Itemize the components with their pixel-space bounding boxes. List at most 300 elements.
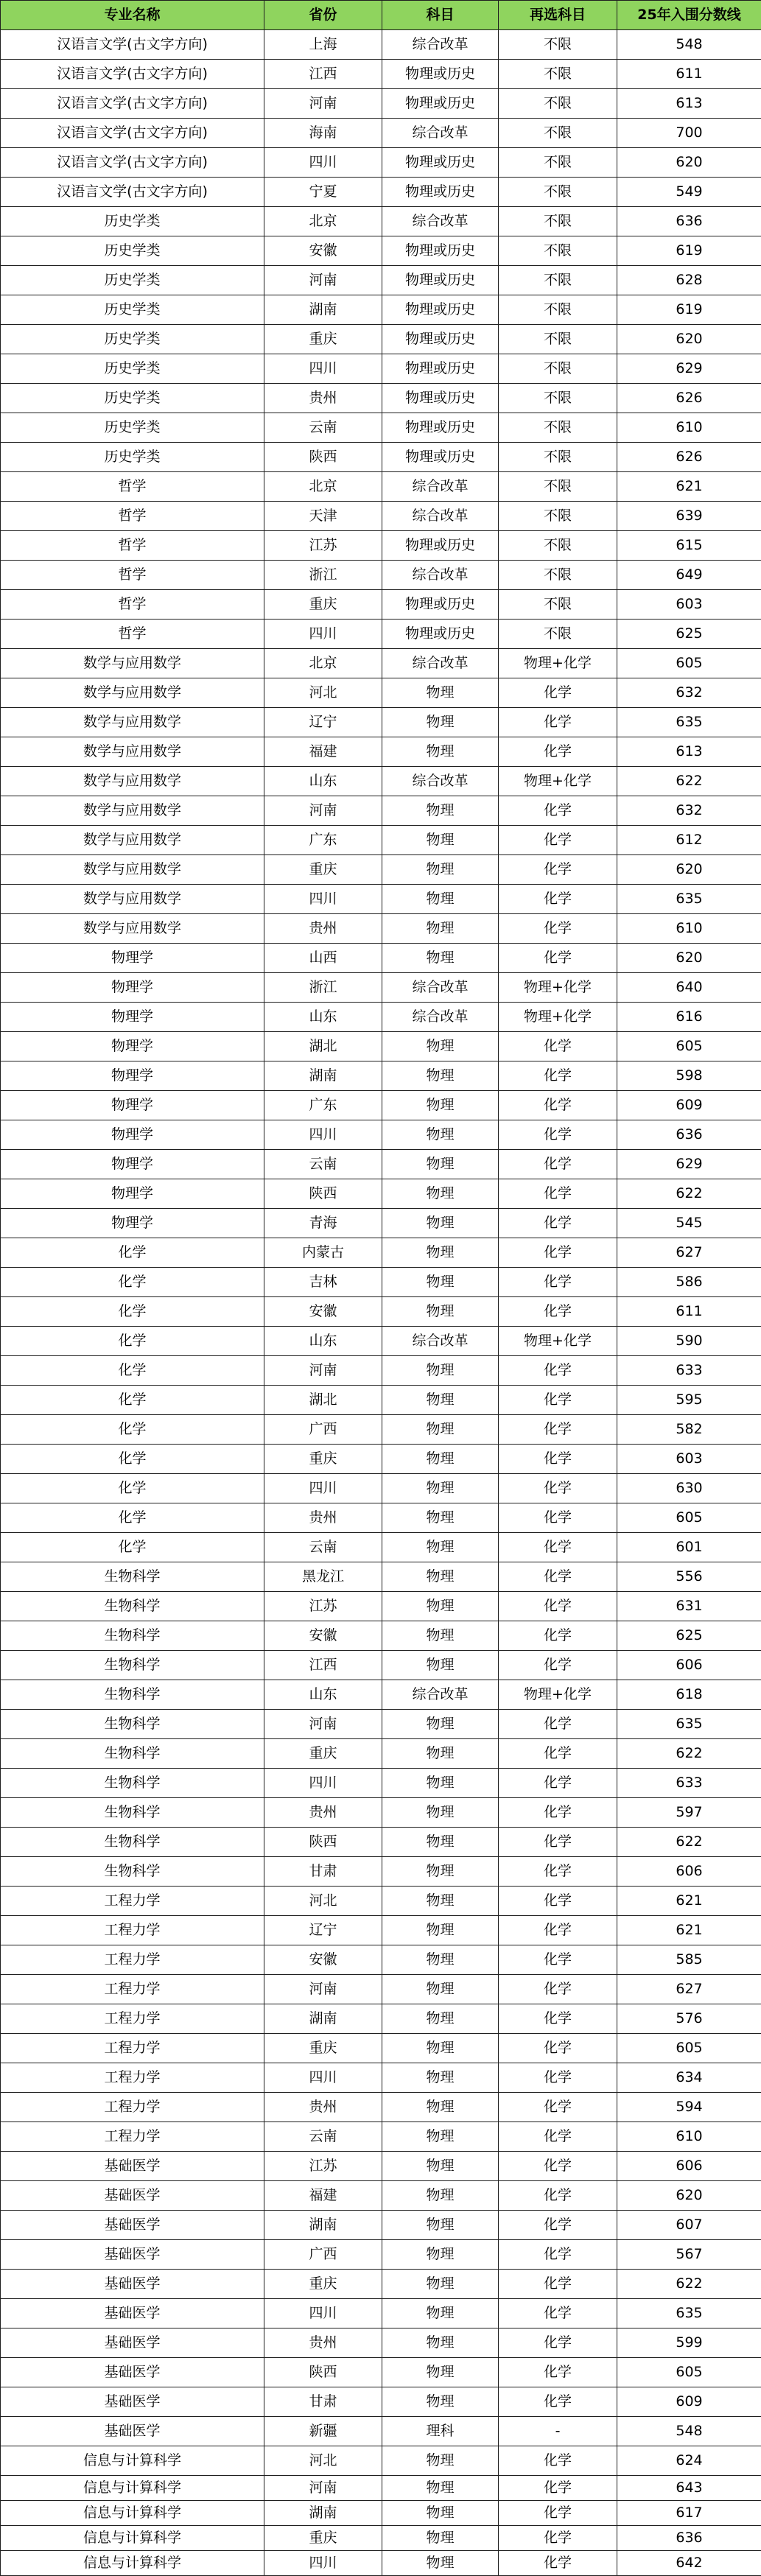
major-cell[interactable]: 汉语言文学(古文字方向) xyxy=(1,60,264,89)
subject-cell[interactable]: 物理 xyxy=(382,2004,499,2034)
major-cell[interactable]: 哲学 xyxy=(1,472,264,502)
subject-cell[interactable]: 综合改革 xyxy=(382,1680,499,1710)
elective-subject-cell[interactable]: 化学 xyxy=(499,855,617,885)
province-cell[interactable]: 河南 xyxy=(264,89,382,119)
province-cell[interactable]: 北京 xyxy=(264,649,382,678)
cutoff-score-cell[interactable]: 649 xyxy=(617,561,761,590)
province-cell[interactable]: 重庆 xyxy=(264,855,382,885)
cutoff-score-cell[interactable]: 607 xyxy=(617,2211,761,2240)
cutoff-score-cell[interactable]: 622 xyxy=(617,1828,761,1857)
cutoff-score-cell[interactable]: 612 xyxy=(617,826,761,855)
major-cell[interactable]: 数学与应用数学 xyxy=(1,855,264,885)
elective-subject-cell[interactable]: 化学 xyxy=(499,1445,617,1474)
elective-subject-cell[interactable]: 化学 xyxy=(499,914,617,944)
cutoff-score-cell[interactable]: 611 xyxy=(617,1297,761,1327)
elective-subject-cell[interactable]: 不限 xyxy=(499,207,617,236)
province-cell[interactable]: 湖南 xyxy=(264,2211,382,2240)
elective-subject-cell[interactable]: 化学 xyxy=(499,1592,617,1621)
province-cell[interactable]: 贵州 xyxy=(264,1503,382,1533)
province-cell[interactable]: 重庆 xyxy=(264,1739,382,1769)
cutoff-score-cell[interactable]: 636 xyxy=(617,1120,761,1150)
major-cell[interactable]: 化学 xyxy=(1,1415,264,1445)
cutoff-score-cell[interactable]: 621 xyxy=(617,1916,761,1945)
elective-subject-cell[interactable]: 化学 xyxy=(499,2152,617,2181)
major-cell[interactable]: 汉语言文学(古文字方向) xyxy=(1,89,264,119)
elective-subject-cell[interactable]: 化学 xyxy=(499,1356,617,1386)
major-cell[interactable]: 化学 xyxy=(1,1238,264,1268)
elective-subject-cell[interactable]: 化学 xyxy=(499,2299,617,2328)
cutoff-score-cell[interactable]: 635 xyxy=(617,1710,761,1739)
cutoff-score-cell[interactable]: 617 xyxy=(617,2501,761,2526)
province-cell[interactable]: 四川 xyxy=(264,2299,382,2328)
subject-cell[interactable]: 综合改革 xyxy=(382,649,499,678)
cutoff-score-cell[interactable]: 594 xyxy=(617,2093,761,2122)
province-cell[interactable]: 河南 xyxy=(264,1975,382,2004)
province-cell[interactable]: 江苏 xyxy=(264,531,382,561)
subject-cell[interactable]: 物理 xyxy=(382,2526,499,2551)
subject-cell[interactable]: 物理 xyxy=(382,2240,499,2270)
subject-cell[interactable]: 物理 xyxy=(382,1061,499,1091)
subject-cell[interactable]: 物理 xyxy=(382,1386,499,1415)
cutoff-score-cell[interactable]: 585 xyxy=(617,1945,761,1975)
province-cell[interactable]: 黑龙江 xyxy=(264,1562,382,1592)
elective-subject-cell[interactable]: 化学 xyxy=(499,1150,617,1179)
elective-subject-cell[interactable]: 化学 xyxy=(499,1857,617,1887)
cutoff-score-cell[interactable]: 611 xyxy=(617,60,761,89)
subject-cell[interactable]: 物理 xyxy=(382,2063,499,2093)
elective-subject-cell[interactable]: 化学 xyxy=(499,1739,617,1769)
province-cell[interactable]: 广西 xyxy=(264,2240,382,2270)
elective-subject-cell[interactable]: 化学 xyxy=(499,1238,617,1268)
subject-cell[interactable]: 物理或历史 xyxy=(382,413,499,443)
elective-subject-cell[interactable]: 化学 xyxy=(499,2063,617,2093)
province-cell[interactable]: 新疆 xyxy=(264,2417,382,2446)
subject-cell[interactable]: 物理 xyxy=(382,1091,499,1120)
elective-subject-cell[interactable]: 化学 xyxy=(499,1621,617,1651)
province-cell[interactable]: 四川 xyxy=(264,2551,382,2576)
province-cell[interactable]: 湖南 xyxy=(264,2501,382,2526)
elective-subject-cell[interactable]: 不限 xyxy=(499,443,617,472)
province-cell[interactable]: 吉林 xyxy=(264,1268,382,1297)
cutoff-score-cell[interactable]: 582 xyxy=(617,1415,761,1445)
major-cell[interactable]: 数学与应用数学 xyxy=(1,649,264,678)
major-cell[interactable]: 生物科学 xyxy=(1,1710,264,1739)
province-cell[interactable]: 贵州 xyxy=(264,1798,382,1828)
elective-subject-cell[interactable]: 化学 xyxy=(499,2551,617,2576)
elective-subject-cell[interactable]: 化学 xyxy=(499,2004,617,2034)
province-cell[interactable]: 湖南 xyxy=(264,295,382,325)
major-cell[interactable]: 基础医学 xyxy=(1,2181,264,2211)
elective-subject-cell[interactable]: 不限 xyxy=(499,590,617,620)
province-cell[interactable]: 甘肃 xyxy=(264,2387,382,2417)
major-cell[interactable]: 历史学类 xyxy=(1,266,264,295)
major-cell[interactable]: 工程力学 xyxy=(1,2034,264,2063)
cutoff-score-cell[interactable]: 629 xyxy=(617,354,761,384)
elective-subject-cell[interactable]: 化学 xyxy=(499,2181,617,2211)
cutoff-score-cell[interactable]: 610 xyxy=(617,413,761,443)
major-cell[interactable]: 信息与计算科学 xyxy=(1,2446,264,2476)
province-cell[interactable]: 河北 xyxy=(264,2446,382,2476)
subject-cell[interactable]: 物理 xyxy=(382,1621,499,1651)
major-cell[interactable]: 历史学类 xyxy=(1,443,264,472)
subject-cell[interactable]: 物理 xyxy=(382,1651,499,1680)
elective-subject-cell[interactable]: 化学 xyxy=(499,708,617,737)
column-header-elective-subject[interactable]: 再选科目 xyxy=(499,1,617,30)
province-cell[interactable]: 云南 xyxy=(264,2122,382,2152)
major-cell[interactable]: 生物科学 xyxy=(1,1857,264,1887)
cutoff-score-cell[interactable]: 606 xyxy=(617,1651,761,1680)
cutoff-score-cell[interactable]: 622 xyxy=(617,767,761,796)
cutoff-score-cell[interactable]: 621 xyxy=(617,472,761,502)
elective-subject-cell[interactable]: 化学 xyxy=(499,1474,617,1503)
major-cell[interactable]: 历史学类 xyxy=(1,354,264,384)
major-cell[interactable]: 物理学 xyxy=(1,1120,264,1150)
major-cell[interactable]: 生物科学 xyxy=(1,1769,264,1798)
province-cell[interactable]: 天津 xyxy=(264,502,382,531)
subject-cell[interactable]: 物理或历史 xyxy=(382,295,499,325)
major-cell[interactable]: 汉语言文学(古文字方向) xyxy=(1,119,264,148)
subject-cell[interactable]: 物理 xyxy=(382,2328,499,2358)
cutoff-score-cell[interactable]: 603 xyxy=(617,590,761,620)
subject-cell[interactable]: 综合改革 xyxy=(382,472,499,502)
subject-cell[interactable]: 综合改革 xyxy=(382,1003,499,1032)
elective-subject-cell[interactable]: 化学 xyxy=(499,2093,617,2122)
major-cell[interactable]: 哲学 xyxy=(1,502,264,531)
subject-cell[interactable]: 物理 xyxy=(382,1120,499,1150)
cutoff-score-cell[interactable]: 620 xyxy=(617,325,761,354)
subject-cell[interactable]: 物理 xyxy=(382,1415,499,1445)
province-cell[interactable]: 福建 xyxy=(264,737,382,767)
subject-cell[interactable]: 物理 xyxy=(382,737,499,767)
major-cell[interactable]: 数学与应用数学 xyxy=(1,737,264,767)
major-cell[interactable]: 生物科学 xyxy=(1,1828,264,1857)
subject-cell[interactable]: 物理 xyxy=(382,1445,499,1474)
elective-subject-cell[interactable]: 化学 xyxy=(499,1415,617,1445)
cutoff-score-cell[interactable]: 567 xyxy=(617,2240,761,2270)
subject-cell[interactable]: 物理或历史 xyxy=(382,236,499,266)
province-cell[interactable]: 江西 xyxy=(264,1651,382,1680)
major-cell[interactable]: 物理学 xyxy=(1,973,264,1003)
major-cell[interactable]: 信息与计算科学 xyxy=(1,2501,264,2526)
elective-subject-cell[interactable]: 化学 xyxy=(499,2211,617,2240)
elective-subject-cell[interactable]: 化学 xyxy=(499,885,617,914)
cutoff-score-cell[interactable]: 622 xyxy=(617,2270,761,2299)
subject-cell[interactable]: 物理 xyxy=(382,1533,499,1562)
subject-cell[interactable]: 物理或历史 xyxy=(382,354,499,384)
elective-subject-cell[interactable]: 不限 xyxy=(499,30,617,60)
elective-subject-cell[interactable]: 不限 xyxy=(499,178,617,207)
cutoff-score-cell[interactable]: 632 xyxy=(617,796,761,826)
cutoff-score-cell[interactable]: 629 xyxy=(617,1150,761,1179)
major-cell[interactable]: 基础医学 xyxy=(1,2270,264,2299)
province-cell[interactable]: 上海 xyxy=(264,30,382,60)
cutoff-score-cell[interactable]: 636 xyxy=(617,207,761,236)
cutoff-score-cell[interactable]: 626 xyxy=(617,443,761,472)
major-cell[interactable]: 化学 xyxy=(1,1503,264,1533)
subject-cell[interactable]: 物理 xyxy=(382,2299,499,2328)
subject-cell[interactable]: 物理 xyxy=(382,1238,499,1268)
subject-cell[interactable]: 综合改革 xyxy=(382,119,499,148)
subject-cell[interactable]: 综合改革 xyxy=(382,30,499,60)
cutoff-score-cell[interactable]: 603 xyxy=(617,1445,761,1474)
elective-subject-cell[interactable]: 不限 xyxy=(499,148,617,178)
subject-cell[interactable]: 物理 xyxy=(382,2446,499,2476)
major-cell[interactable]: 数学与应用数学 xyxy=(1,796,264,826)
major-cell[interactable]: 基础医学 xyxy=(1,2328,264,2358)
subject-cell[interactable]: 物理 xyxy=(382,2501,499,2526)
cutoff-score-cell[interactable]: 618 xyxy=(617,1680,761,1710)
subject-cell[interactable]: 物理 xyxy=(382,1945,499,1975)
elective-subject-cell[interactable]: 化学 xyxy=(499,1975,617,2004)
cutoff-score-cell[interactable]: 606 xyxy=(617,2152,761,2181)
elective-subject-cell[interactable]: 化学 xyxy=(499,2387,617,2417)
elective-subject-cell[interactable]: 化学 xyxy=(499,826,617,855)
elective-subject-cell[interactable]: 化学 xyxy=(499,1710,617,1739)
elective-subject-cell[interactable]: 化学 xyxy=(499,2446,617,2476)
subject-cell[interactable]: 物理 xyxy=(382,796,499,826)
cutoff-score-cell[interactable]: 615 xyxy=(617,531,761,561)
province-cell[interactable]: 河南 xyxy=(264,2476,382,2501)
subject-cell[interactable]: 综合改革 xyxy=(382,767,499,796)
cutoff-score-cell[interactable]: 635 xyxy=(617,2299,761,2328)
major-cell[interactable]: 汉语言文学(古文字方向) xyxy=(1,148,264,178)
province-cell[interactable]: 辽宁 xyxy=(264,1916,382,1945)
major-cell[interactable]: 物理学 xyxy=(1,944,264,973)
elective-subject-cell[interactable]: 化学 xyxy=(499,678,617,708)
province-cell[interactable]: 北京 xyxy=(264,472,382,502)
subject-cell[interactable]: 物理 xyxy=(382,1739,499,1769)
subject-cell[interactable]: 物理 xyxy=(382,1474,499,1503)
province-cell[interactable]: 湖南 xyxy=(264,2004,382,2034)
province-cell[interactable]: 山东 xyxy=(264,1327,382,1356)
major-cell[interactable]: 化学 xyxy=(1,1474,264,1503)
subject-cell[interactable]: 物理或历史 xyxy=(382,590,499,620)
province-cell[interactable]: 四川 xyxy=(264,2063,382,2093)
cutoff-score-cell[interactable]: 619 xyxy=(617,236,761,266)
major-cell[interactable]: 化学 xyxy=(1,1386,264,1415)
province-cell[interactable]: 贵州 xyxy=(264,2093,382,2122)
province-cell[interactable]: 安徽 xyxy=(264,236,382,266)
subject-cell[interactable]: 物理或历史 xyxy=(382,443,499,472)
province-cell[interactable]: 四川 xyxy=(264,1474,382,1503)
cutoff-score-cell[interactable]: 549 xyxy=(617,178,761,207)
province-cell[interactable]: 四川 xyxy=(264,620,382,649)
subject-cell[interactable]: 物理 xyxy=(382,2270,499,2299)
major-cell[interactable]: 工程力学 xyxy=(1,1916,264,1945)
elective-subject-cell[interactable]: 化学 xyxy=(499,1386,617,1415)
province-cell[interactable]: 河北 xyxy=(264,678,382,708)
major-cell[interactable]: 数学与应用数学 xyxy=(1,678,264,708)
major-cell[interactable]: 化学 xyxy=(1,1445,264,1474)
cutoff-score-cell[interactable]: 622 xyxy=(617,1179,761,1209)
province-cell[interactable]: 山东 xyxy=(264,767,382,796)
cutoff-score-cell[interactable]: 620 xyxy=(617,855,761,885)
subject-cell[interactable]: 物理或历史 xyxy=(382,60,499,89)
major-cell[interactable]: 历史学类 xyxy=(1,413,264,443)
major-cell[interactable]: 基础医学 xyxy=(1,2152,264,2181)
subject-cell[interactable]: 物理 xyxy=(382,678,499,708)
elective-subject-cell[interactable]: 化学 xyxy=(499,2476,617,2501)
elective-subject-cell[interactable]: 不限 xyxy=(499,236,617,266)
cutoff-score-cell[interactable]: 620 xyxy=(617,2181,761,2211)
subject-cell[interactable]: 物理或历史 xyxy=(382,266,499,295)
province-cell[interactable]: 云南 xyxy=(264,1150,382,1179)
subject-cell[interactable]: 物理 xyxy=(382,1887,499,1916)
elective-subject-cell[interactable]: 物理+化学 xyxy=(499,649,617,678)
elective-subject-cell[interactable]: 化学 xyxy=(499,1562,617,1592)
major-cell[interactable]: 历史学类 xyxy=(1,384,264,413)
subject-cell[interactable]: 物理 xyxy=(382,944,499,973)
subject-cell[interactable]: 物理 xyxy=(382,1916,499,1945)
major-cell[interactable]: 历史学类 xyxy=(1,295,264,325)
subject-cell[interactable]: 物理 xyxy=(382,2093,499,2122)
province-cell[interactable]: 安徽 xyxy=(264,1945,382,1975)
subject-cell[interactable]: 物理 xyxy=(382,1150,499,1179)
province-cell[interactable]: 广西 xyxy=(264,1415,382,1445)
subject-cell[interactable]: 物理 xyxy=(382,708,499,737)
major-cell[interactable]: 化学 xyxy=(1,1268,264,1297)
cutoff-score-cell[interactable]: 640 xyxy=(617,973,761,1003)
province-cell[interactable]: 山西 xyxy=(264,944,382,973)
elective-subject-cell[interactable]: 物理+化学 xyxy=(499,1003,617,1032)
elective-subject-cell[interactable]: 化学 xyxy=(499,1651,617,1680)
major-cell[interactable]: 基础医学 xyxy=(1,2211,264,2240)
elective-subject-cell[interactable]: 化学 xyxy=(499,1032,617,1061)
cutoff-score-cell[interactable]: 605 xyxy=(617,2358,761,2387)
major-cell[interactable]: 基础医学 xyxy=(1,2299,264,2328)
column-header-subject[interactable]: 科目 xyxy=(382,1,499,30)
subject-cell[interactable]: 物理 xyxy=(382,2181,499,2211)
major-cell[interactable]: 信息与计算科学 xyxy=(1,2526,264,2551)
cutoff-score-cell[interactable]: 597 xyxy=(617,1798,761,1828)
subject-cell[interactable]: 物理 xyxy=(382,1209,499,1238)
elective-subject-cell[interactable]: 物理+化学 xyxy=(499,1680,617,1710)
subject-cell[interactable]: 物理 xyxy=(382,1828,499,1857)
cutoff-score-cell[interactable]: 622 xyxy=(617,1739,761,1769)
major-cell[interactable]: 汉语言文学(古文字方向) xyxy=(1,178,264,207)
cutoff-score-cell[interactable]: 627 xyxy=(617,1238,761,1268)
major-cell[interactable]: 物理学 xyxy=(1,1150,264,1179)
elective-subject-cell[interactable]: 不限 xyxy=(499,266,617,295)
cutoff-score-cell[interactable]: 633 xyxy=(617,1769,761,1798)
subject-cell[interactable]: 物理或历史 xyxy=(382,325,499,354)
major-cell[interactable]: 基础医学 xyxy=(1,2387,264,2417)
major-cell[interactable]: 信息与计算科学 xyxy=(1,2476,264,2501)
cutoff-score-cell[interactable]: 605 xyxy=(617,2034,761,2063)
subject-cell[interactable]: 物理 xyxy=(382,1356,499,1386)
cutoff-score-cell[interactable]: 545 xyxy=(617,1209,761,1238)
elective-subject-cell[interactable]: 化学 xyxy=(499,2358,617,2387)
subject-cell[interactable]: 物理 xyxy=(382,2034,499,2063)
major-cell[interactable]: 基础医学 xyxy=(1,2240,264,2270)
province-cell[interactable]: 四川 xyxy=(264,1769,382,1798)
elective-subject-cell[interactable]: 化学 xyxy=(499,1533,617,1562)
elective-subject-cell[interactable]: 不限 xyxy=(499,561,617,590)
cutoff-score-cell[interactable]: 630 xyxy=(617,1474,761,1503)
cutoff-score-cell[interactable]: 619 xyxy=(617,295,761,325)
elective-subject-cell[interactable]: 化学 xyxy=(499,1945,617,1975)
subject-cell[interactable]: 物理或历史 xyxy=(382,620,499,649)
cutoff-score-cell[interactable]: 643 xyxy=(617,2476,761,2501)
major-cell[interactable]: 化学 xyxy=(1,1533,264,1562)
major-cell[interactable]: 生物科学 xyxy=(1,1562,264,1592)
elective-subject-cell[interactable]: 化学 xyxy=(499,1503,617,1533)
subject-cell[interactable]: 物理 xyxy=(382,2387,499,2417)
cutoff-score-cell[interactable]: 616 xyxy=(617,1003,761,1032)
elective-subject-cell[interactable]: 化学 xyxy=(499,1297,617,1327)
elective-subject-cell[interactable]: 物理+化学 xyxy=(499,767,617,796)
major-cell[interactable]: 物理学 xyxy=(1,1032,264,1061)
province-cell[interactable]: 四川 xyxy=(264,354,382,384)
major-cell[interactable]: 历史学类 xyxy=(1,236,264,266)
province-cell[interactable]: 重庆 xyxy=(264,325,382,354)
cutoff-score-cell[interactable]: 624 xyxy=(617,2446,761,2476)
elective-subject-cell[interactable]: 化学 xyxy=(499,1887,617,1916)
subject-cell[interactable]: 物理 xyxy=(382,885,499,914)
cutoff-score-cell[interactable]: 601 xyxy=(617,1533,761,1562)
subject-cell[interactable]: 物理 xyxy=(382,1769,499,1798)
province-cell[interactable]: 湖北 xyxy=(264,1386,382,1415)
cutoff-score-cell[interactable]: 625 xyxy=(617,1621,761,1651)
cutoff-score-cell[interactable]: 625 xyxy=(617,620,761,649)
province-cell[interactable]: 四川 xyxy=(264,148,382,178)
major-cell[interactable]: 历史学类 xyxy=(1,325,264,354)
subject-cell[interactable]: 物理 xyxy=(382,855,499,885)
major-cell[interactable]: 哲学 xyxy=(1,620,264,649)
province-cell[interactable]: 河南 xyxy=(264,796,382,826)
cutoff-score-cell[interactable]: 586 xyxy=(617,1268,761,1297)
cutoff-score-cell[interactable]: 620 xyxy=(617,944,761,973)
elective-subject-cell[interactable]: 不限 xyxy=(499,60,617,89)
cutoff-score-cell[interactable]: 642 xyxy=(617,2551,761,2576)
cutoff-score-cell[interactable]: 590 xyxy=(617,1327,761,1356)
province-cell[interactable]: 重庆 xyxy=(264,1445,382,1474)
major-cell[interactable]: 数学与应用数学 xyxy=(1,767,264,796)
subject-cell[interactable]: 物理或历史 xyxy=(382,384,499,413)
elective-subject-cell[interactable]: 物理+化学 xyxy=(499,1327,617,1356)
subject-cell[interactable]: 物理或历史 xyxy=(382,531,499,561)
elective-subject-cell[interactable]: 化学 xyxy=(499,2034,617,2063)
major-cell[interactable]: 工程力学 xyxy=(1,2122,264,2152)
subject-cell[interactable]: 物理 xyxy=(382,2358,499,2387)
subject-cell[interactable]: 综合改革 xyxy=(382,207,499,236)
subject-cell[interactable]: 物理 xyxy=(382,826,499,855)
province-cell[interactable]: 贵州 xyxy=(264,2328,382,2358)
major-cell[interactable]: 物理学 xyxy=(1,1209,264,1238)
major-cell[interactable]: 基础医学 xyxy=(1,2417,264,2446)
subject-cell[interactable]: 物理 xyxy=(382,2122,499,2152)
cutoff-score-cell[interactable]: 548 xyxy=(617,2417,761,2446)
cutoff-score-cell[interactable]: 700 xyxy=(617,119,761,148)
province-cell[interactable]: 陕西 xyxy=(264,1828,382,1857)
cutoff-score-cell[interactable]: 627 xyxy=(617,1975,761,2004)
elective-subject-cell[interactable]: - xyxy=(499,2417,617,2446)
subject-cell[interactable]: 物理 xyxy=(382,1798,499,1828)
major-cell[interactable]: 工程力学 xyxy=(1,1975,264,2004)
province-cell[interactable]: 江西 xyxy=(264,60,382,89)
cutoff-score-cell[interactable]: 632 xyxy=(617,678,761,708)
province-cell[interactable]: 青海 xyxy=(264,1209,382,1238)
province-cell[interactable]: 贵州 xyxy=(264,914,382,944)
major-cell[interactable]: 工程力学 xyxy=(1,2093,264,2122)
subject-cell[interactable]: 物理 xyxy=(382,914,499,944)
elective-subject-cell[interactable]: 化学 xyxy=(499,944,617,973)
major-cell[interactable]: 生物科学 xyxy=(1,1680,264,1710)
province-cell[interactable]: 河北 xyxy=(264,1887,382,1916)
subject-cell[interactable]: 综合改革 xyxy=(382,561,499,590)
major-cell[interactable]: 信息与计算科学 xyxy=(1,2551,264,2576)
major-cell[interactable]: 物理学 xyxy=(1,1179,264,1209)
